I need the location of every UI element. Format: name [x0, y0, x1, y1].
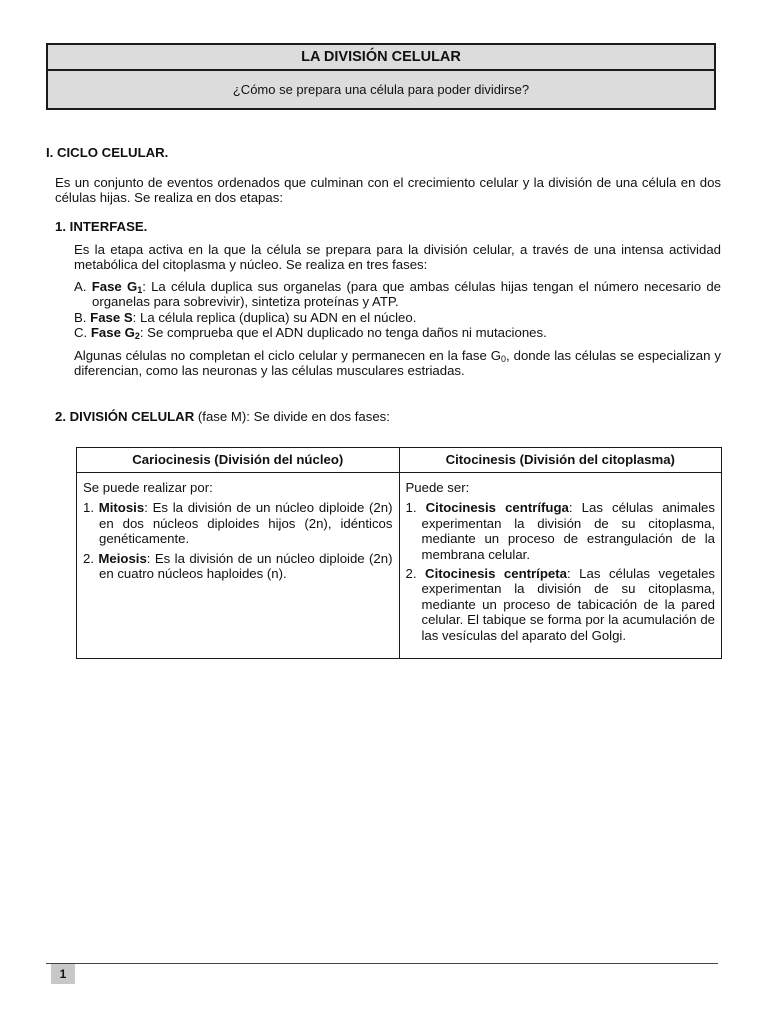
list-item [406, 566, 716, 643]
interfase-note [74, 348, 721, 379]
term-description: : Es la división de un núcleo diploide (2n) en cuatro núcleos haploides (n). [99, 550, 393, 582]
list-item [74, 325, 721, 340]
list-letter: A. [74, 279, 87, 294]
phase-description: : La célula duplica sus organelas (para que ambas células hijas tengan el número necesario de organelas para sobrevivir), sintetiza proteínas y ATP. [92, 279, 722, 310]
phase-name: Fase S [90, 309, 133, 325]
term-description: : Las células vegetales experimentan la división de su citoplasma, mediante un proceso de tabicación de la pared celular. El tabique se forma por la acumulación de las vesículas del aparato del Golgi. [421, 566, 716, 643]
section-heading-ciclo-celular: I. CICLO CELULAR. [46, 145, 169, 160]
list-item [74, 279, 721, 310]
division-table [76, 447, 722, 659]
table-header-cariocinesis: Cariocinesis (División del núcleo) [77, 448, 400, 473]
list-item [83, 551, 393, 582]
term: Meiosis [98, 550, 147, 566]
phase-subscript: 1 [137, 285, 143, 295]
table-header-citocinesis: Citocinesis (División del citoplasma) [399, 448, 722, 473]
phase-name: Fase G [91, 279, 138, 294]
division-heading-bold: 2. DIVISIÓN CELULAR [55, 409, 195, 424]
list-number: 1. [405, 500, 417, 516]
list-number: 2. [83, 550, 94, 566]
term: Mitosis [98, 500, 145, 516]
list-item [83, 500, 393, 546]
subsection-heading-interfase: 1. INTERFASE. [55, 219, 148, 234]
table-cell-citocinesis [399, 473, 722, 659]
page-subtitle: ¿Cómo se prepara una célula para poder dividirse? [232, 82, 530, 97]
term: Citocinesis centrípeta [425, 566, 567, 582]
list-number: 2. [405, 566, 417, 582]
term-description: : Las células animales experimentan la división de su citoplasma, mediante un proceso de estrangulación de la membrana celular. [421, 500, 715, 562]
term-description: : Es la división de un núcleo diploide (2n) en dos núcleos diploides hijos (2n), idénticos genéticamente. [99, 500, 393, 547]
interfase-text: Es la etapa activa en la que la célula se prepara para la división celular, a través de una intensa actividad metabólica del citoplasma y núcleo. Se realiza en tres fases: [74, 242, 721, 273]
phase-name: Fase G [90, 325, 135, 341]
table-header-row [77, 448, 722, 473]
page-number: 1 [51, 964, 75, 984]
note-text: Algunas células no completan el ciclo celular y permanecen en la fase G [74, 348, 502, 363]
phase-subscript: 2 [134, 331, 140, 342]
phase-description: : Se comprueba que el ADN duplicado no tenga daños ni mutaciones. [139, 325, 547, 341]
list-letter: B. [74, 309, 87, 325]
list-letter: C. [74, 325, 88, 341]
note-subscript: 0 [501, 354, 507, 364]
list-item [406, 500, 716, 562]
table-cell-cariocinesis [77, 473, 400, 659]
title-box [46, 43, 716, 110]
list-item [74, 310, 721, 325]
cell-intro: Se puede realizar por: [83, 480, 213, 495]
section-intro: Es un conjunto de eventos ordenados que culminan con el crecimiento celular y la división de una célula en dos células hijas. Se realiza en dos etapas: [55, 175, 721, 206]
table-row [77, 473, 722, 659]
page-title: LA DIVISIÓN CELULAR [48, 45, 714, 71]
phase-description: : La célula replica (duplica) su ADN en el núcleo. [132, 309, 417, 325]
division-heading-rest: (fase M): Se divide en dos fases: [194, 409, 390, 424]
note-text: , donde las células se especializan y diferencian, como las neuronas y las células musculares estriadas. [74, 348, 722, 379]
term: Citocinesis centrífuga [425, 500, 569, 516]
phase-list [74, 279, 721, 341]
subsection-heading-division [55, 409, 390, 424]
cell-intro: Puede ser: [405, 480, 470, 495]
list-number: 1. [83, 500, 94, 516]
footer-divider [46, 963, 718, 964]
